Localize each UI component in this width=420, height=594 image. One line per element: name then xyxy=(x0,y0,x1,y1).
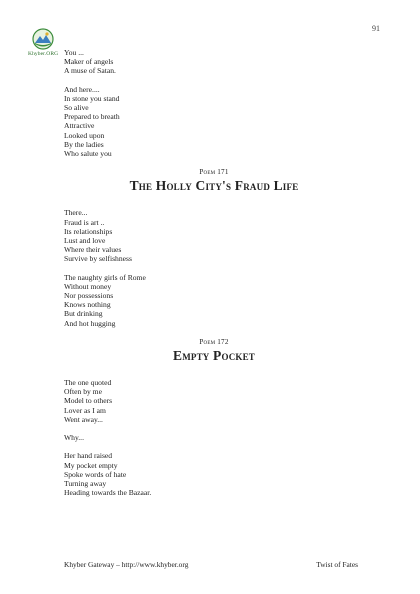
poem-line: Maker of angels xyxy=(64,57,114,67)
poem-171-body xyxy=(64,208,364,327)
poem-line: Model to others xyxy=(64,396,113,406)
poem-line: And hot hugging xyxy=(64,318,116,328)
page-number: 91 xyxy=(372,24,380,33)
logo-text: Khyber.ORG xyxy=(28,51,59,57)
poem-title: The Holly City's Fraud Life xyxy=(129,178,299,194)
poem-line: The naughty girls of Rome xyxy=(64,272,146,282)
poem-172-heading xyxy=(64,338,364,364)
poem-line: Without money xyxy=(64,281,112,291)
poem-line: The one quoted xyxy=(64,378,112,388)
poem-line: In stone you stand xyxy=(64,93,120,103)
mountain-logo-icon xyxy=(32,28,54,50)
poem-171-heading xyxy=(64,168,364,194)
poem-line: Looked upon xyxy=(64,130,105,140)
poem-line: Often by me xyxy=(64,387,102,397)
page-footer xyxy=(64,560,358,569)
footer-book-title: Twist of Fates xyxy=(316,560,358,569)
poem-line: Fraud is art .. xyxy=(64,217,105,227)
intro-poem xyxy=(64,48,364,158)
poem-line: Knows nothing xyxy=(64,300,111,310)
stanza xyxy=(64,85,364,159)
poem-line: You ... xyxy=(64,48,84,57)
poem-line: Who salute you xyxy=(64,149,112,159)
poem-line: Prepared to breath xyxy=(64,112,120,122)
poem-line: Spoke words of hate xyxy=(64,469,127,479)
poem-line: But drinking xyxy=(64,309,103,319)
stanza xyxy=(64,208,364,263)
poem-line: Her hand raised xyxy=(64,451,113,461)
poem-line: Survive by selfishness xyxy=(64,254,132,264)
page-content xyxy=(64,48,364,506)
poem-line: Turning away xyxy=(64,478,107,488)
poem-line: Attractive xyxy=(64,121,95,131)
poem-number-label: Poem 172 xyxy=(199,337,229,346)
footer-site: Khyber Gateway – http://www.khyber.org xyxy=(64,560,189,569)
poem-line: Went away... xyxy=(64,414,103,424)
poem-line: By the ladies xyxy=(64,139,104,149)
poem-line: And here.... xyxy=(64,84,100,94)
poem-172-body xyxy=(64,378,364,497)
poem-line: Its relationships xyxy=(64,226,113,236)
stanza xyxy=(64,273,364,328)
poem-number-label: Poem 171 xyxy=(199,168,229,177)
poem-title: Empty Pocket xyxy=(172,348,256,364)
site-logo xyxy=(28,28,58,57)
poem-line: Lust and love xyxy=(64,236,106,246)
poem-line: My pocket empty xyxy=(64,460,118,470)
poem-line: Nor possessions xyxy=(64,291,114,301)
poem-line: There... xyxy=(64,208,88,218)
stanza xyxy=(64,48,364,76)
stanza xyxy=(64,451,364,497)
poem-line: Heading towards the Bazaar. xyxy=(64,488,152,498)
poem-line: So alive xyxy=(64,103,89,113)
stanza xyxy=(64,378,364,424)
poem-line: Lover as I am xyxy=(64,405,106,415)
poem-line: Where their values xyxy=(64,245,122,255)
stanza xyxy=(64,433,364,442)
poem-line: A muse of Satan. xyxy=(64,66,116,76)
poem-line: Why... xyxy=(64,433,84,443)
